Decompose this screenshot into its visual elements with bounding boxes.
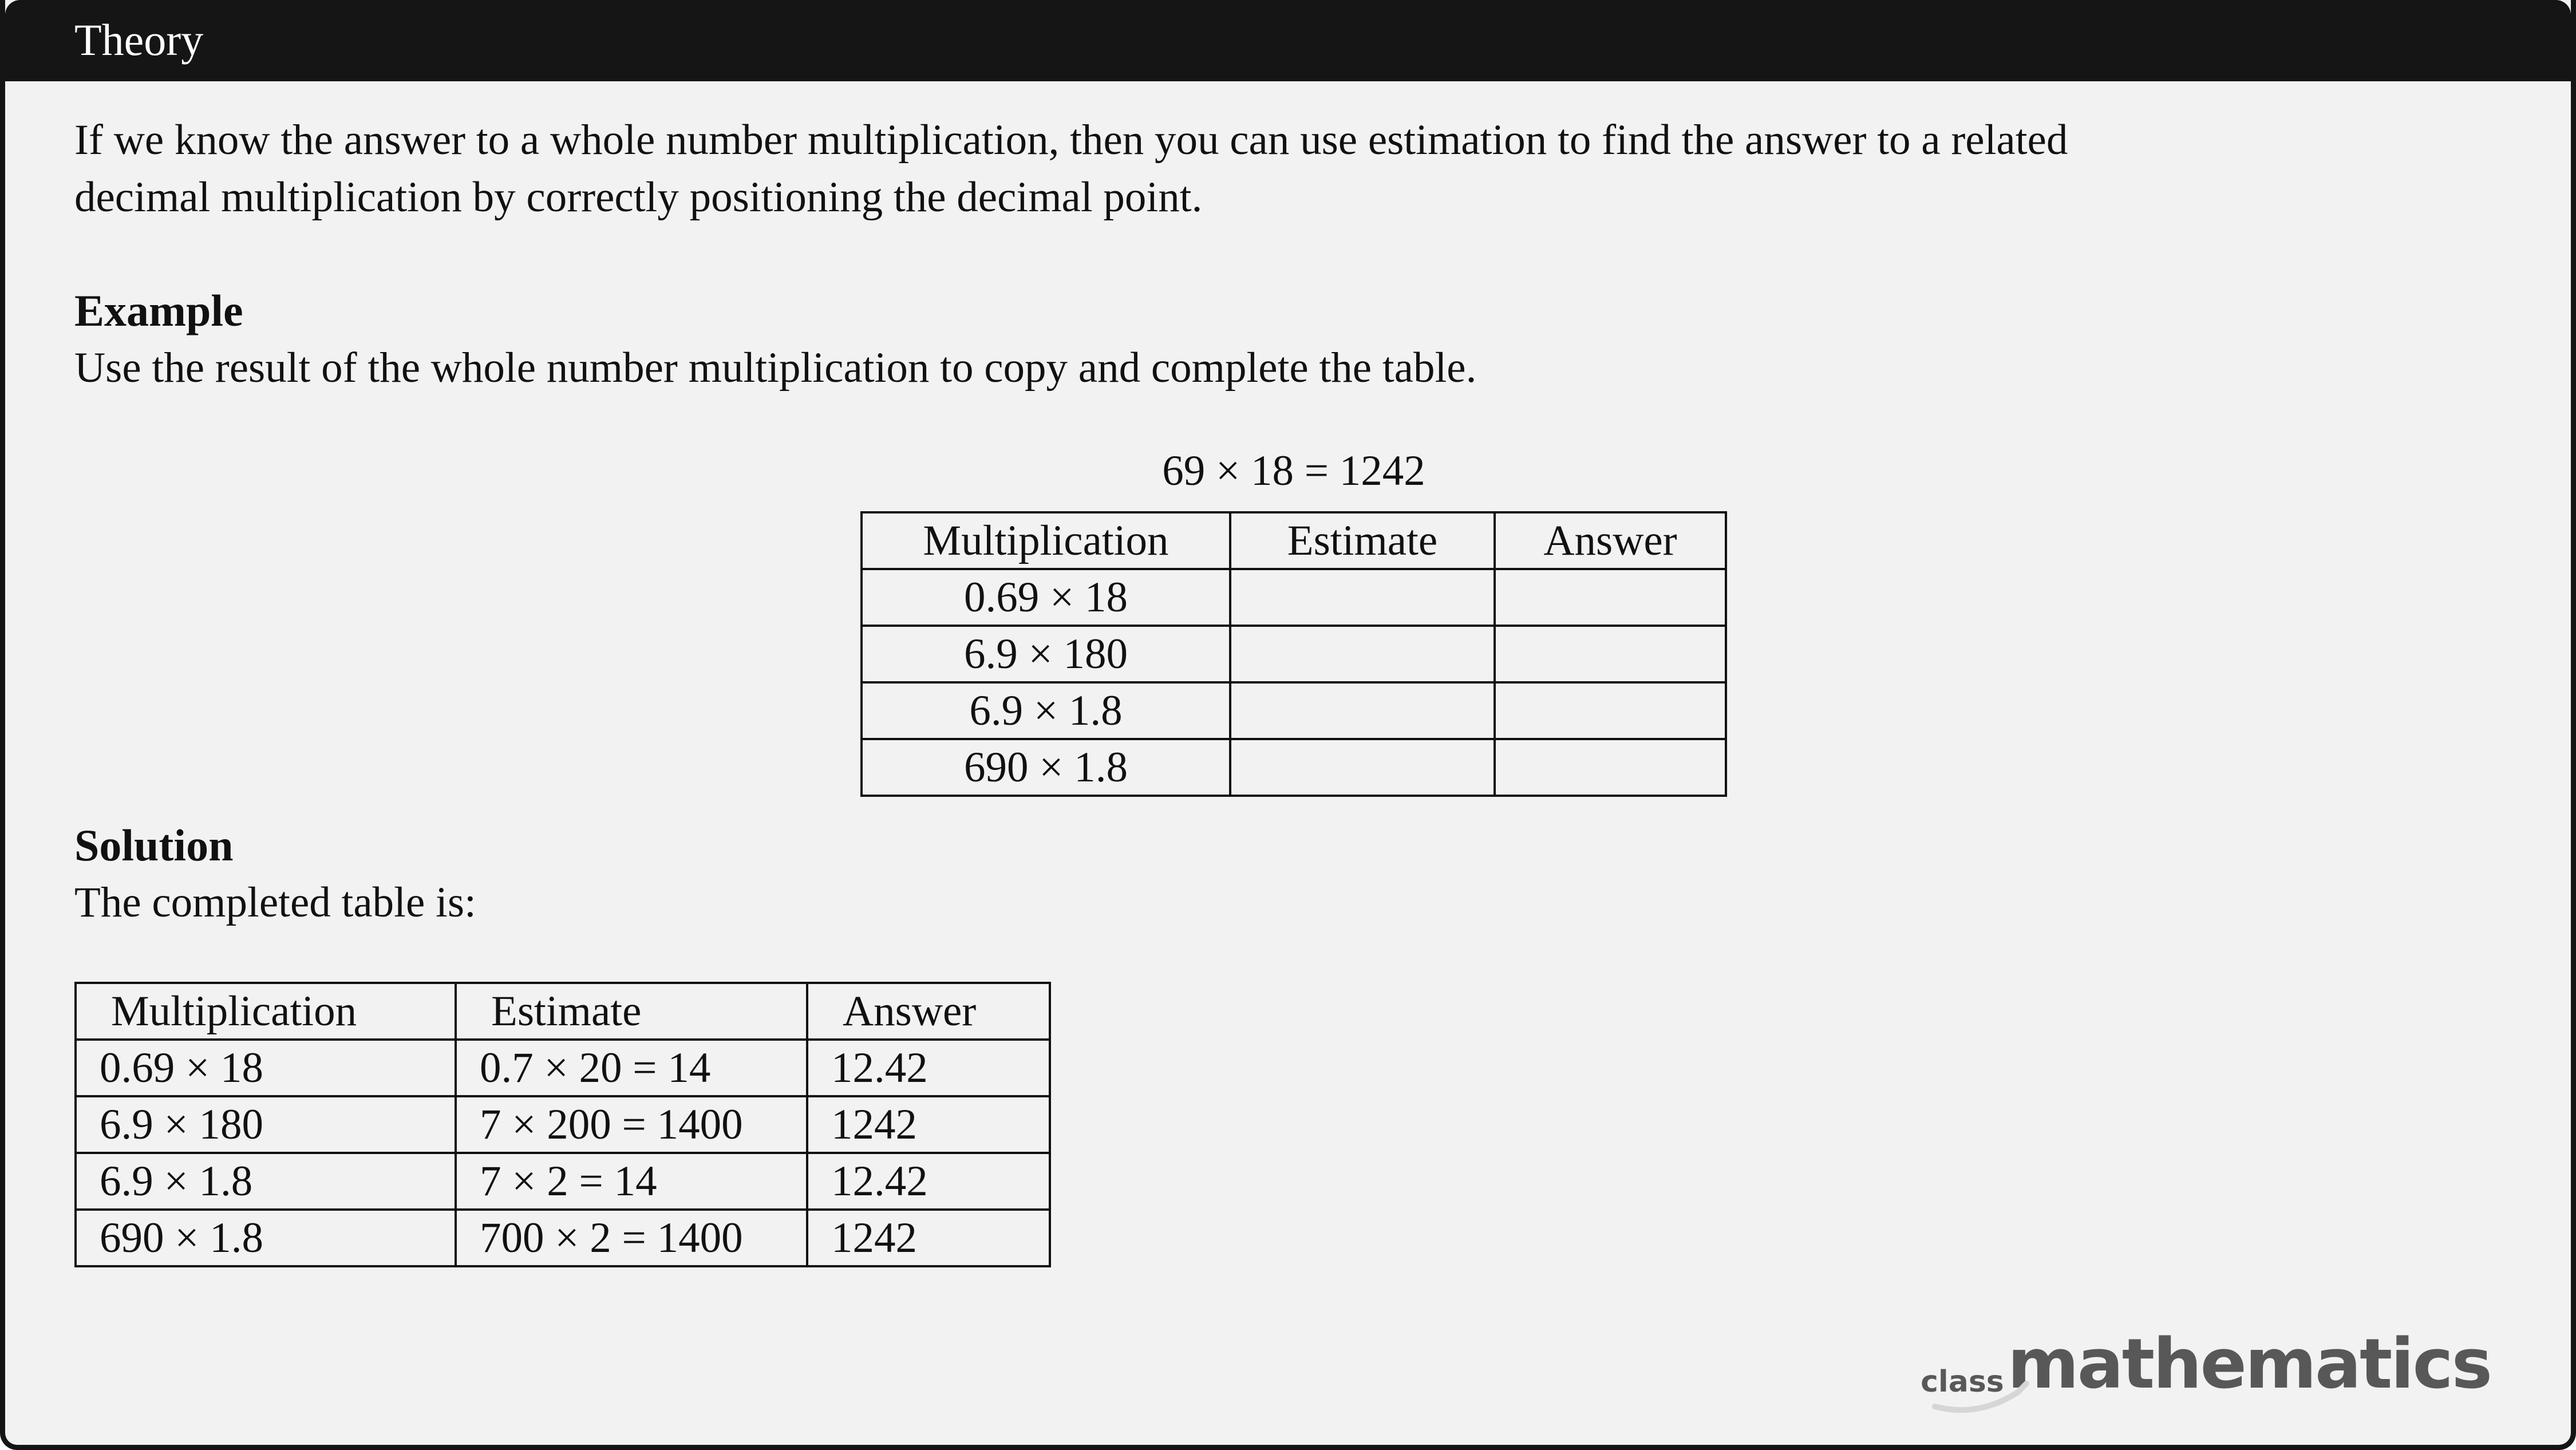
- table-cell: 0.69 × 18: [862, 569, 1230, 626]
- table-cell: 6.9 × 180: [76, 1096, 456, 1153]
- table-cell: 690 × 1.8: [76, 1210, 456, 1266]
- table-row: [862, 739, 1726, 796]
- solution-heading: Solution: [74, 820, 234, 870]
- table-cell: [1495, 739, 1726, 796]
- table-cell: [1495, 569, 1726, 626]
- table-cell: 12.42: [807, 1040, 1050, 1096]
- table-cell: 1242: [807, 1210, 1050, 1266]
- logo-prefix: class: [1921, 1365, 2004, 1399]
- table-row: [76, 1153, 1050, 1210]
- table-cell: 0.7 × 20 = 14: [456, 1040, 807, 1096]
- given-equation: 69 × 18 = 1242: [1162, 447, 1425, 495]
- table-cell: 700 × 2 = 1400: [456, 1210, 807, 1266]
- intro-line-1: If we know the answer to a whole number multiplication, then you can use estimation to find the answer to a related: [74, 116, 2068, 164]
- column-header: Answer: [1495, 512, 1726, 569]
- table-cell: [1495, 626, 1726, 682]
- table-cell: 6.9 × 180: [862, 626, 1230, 682]
- table-row: [862, 569, 1726, 626]
- class-mathematics-logo: [1921, 1325, 2491, 1405]
- column-header: Estimate: [1230, 512, 1495, 569]
- table-cell: 6.9 × 1.8: [76, 1153, 456, 1210]
- table-cell: [1230, 626, 1495, 682]
- table-row: [862, 682, 1726, 739]
- example-table: [860, 511, 1727, 797]
- solution-table: [74, 982, 1051, 1267]
- table-row: [76, 1096, 1050, 1153]
- table-cell: 7 × 2 = 14: [456, 1153, 807, 1210]
- example-instruction: Use the result of the whole number multiplication to copy and complete the table.: [74, 344, 1477, 392]
- logo-word: mathematics: [2007, 1325, 2491, 1404]
- example-heading: Example: [74, 286, 243, 335]
- column-header: Answer: [807, 983, 1050, 1040]
- table-cell: 690 × 1.8: [862, 739, 1230, 796]
- card-header: [5, 0, 2571, 81]
- table-cell: 12.42: [807, 1153, 1050, 1210]
- table-cell: 7 × 200 = 1400: [456, 1096, 807, 1153]
- table-cell: 6.9 × 1.8: [862, 682, 1230, 739]
- table-cell: 1242: [807, 1096, 1050, 1153]
- table-row: [862, 626, 1726, 682]
- table-header-row: [862, 512, 1726, 569]
- table-cell: 0.69 × 18: [76, 1040, 456, 1096]
- table-row: [76, 1040, 1050, 1096]
- column-header: Estimate: [456, 983, 807, 1040]
- intro-line-2: decimal multiplication by correctly positioning the decimal point.: [74, 173, 1203, 221]
- table-row: [76, 1210, 1050, 1266]
- column-header: Multiplication: [862, 512, 1230, 569]
- table-cell: [1230, 569, 1495, 626]
- solution-intro: The completed table is:: [74, 879, 476, 926]
- table-cell: [1230, 739, 1495, 796]
- card-content: [74, 86, 2524, 1267]
- table-header-row: [76, 983, 1050, 1040]
- table-cell: [1230, 682, 1495, 739]
- card-title: Theory: [74, 15, 204, 65]
- table-cell: [1495, 682, 1726, 739]
- column-header: Multiplication: [76, 983, 456, 1040]
- logo-swoosh-icon: [1932, 1381, 2046, 1415]
